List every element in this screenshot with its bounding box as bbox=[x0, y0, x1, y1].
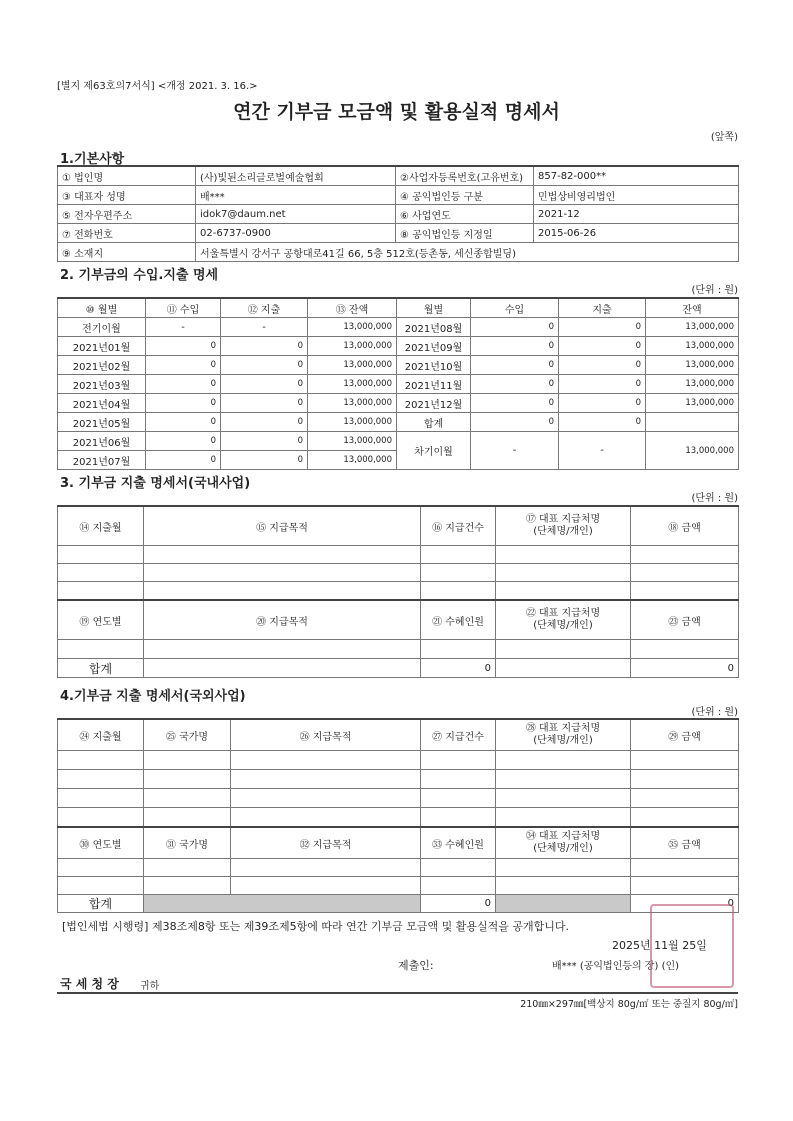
table-cell bbox=[421, 770, 496, 789]
table-cell: 0 bbox=[471, 394, 559, 413]
table-row bbox=[58, 318, 739, 337]
table-row bbox=[58, 808, 739, 828]
table-row bbox=[58, 432, 739, 451]
total-label: 합계 bbox=[58, 659, 144, 678]
column-header: ㉚ 연도별 bbox=[58, 827, 144, 859]
column-header: ㉜ 지급목적 bbox=[231, 827, 421, 859]
recipient: 국 세 청 장 bbox=[60, 977, 119, 991]
table-cell: 0 bbox=[559, 375, 646, 394]
info-label: ③ 대표자 성명 bbox=[58, 186, 196, 205]
table-cell bbox=[631, 582, 739, 601]
info-label: ⑤ 전자우편주소 bbox=[58, 205, 196, 224]
info-value: 민법상비영리법인 bbox=[534, 186, 739, 205]
table-cell: 0 bbox=[471, 337, 559, 356]
recipient-suffix: 귀하 bbox=[140, 981, 160, 992]
section3-title: 3. 기부금 지출 명세서(국내사업) bbox=[60, 476, 251, 491]
table-cell bbox=[631, 789, 739, 808]
income-expense-table bbox=[57, 297, 739, 470]
info-value: (사)빛된소리글로벌예술협회 bbox=[196, 166, 396, 186]
section2-title: 2. 기부금의 수입.지출 명세 bbox=[60, 268, 219, 283]
column-header: ⑩ 월별 bbox=[58, 298, 146, 318]
table-cell bbox=[231, 770, 421, 789]
table-cell bbox=[631, 640, 739, 659]
table-cell: 13,000,000 bbox=[308, 394, 397, 413]
table-cell bbox=[144, 770, 231, 789]
form-reference: [별지 제63호의7서식] <개정 2021. 3. 16.> bbox=[57, 81, 258, 92]
total-label: 합계 bbox=[58, 895, 144, 913]
table-row bbox=[58, 546, 739, 564]
table-cell bbox=[58, 546, 144, 564]
column-header: ㉓ 금액 bbox=[631, 600, 739, 640]
table-cell: 차기이월 bbox=[397, 432, 471, 470]
table-cell bbox=[631, 546, 739, 564]
column-header: ㉕ 국가명 bbox=[144, 719, 231, 751]
header-line: ⑰ 대표 지급처명 bbox=[525, 514, 601, 525]
header-line: ㉒ 대표 지급처명 bbox=[525, 608, 601, 619]
table-cell: - bbox=[146, 318, 221, 337]
table-cell: 0 bbox=[146, 394, 221, 413]
column-header: ⑮ 지급목적 bbox=[144, 506, 421, 546]
info-label: ① 법인명 bbox=[58, 166, 196, 186]
column-header: ㉖ 지급목적 bbox=[231, 719, 421, 751]
table-cell: - bbox=[221, 318, 308, 337]
table-cell bbox=[496, 751, 631, 770]
table-cell: 2021년11월 bbox=[397, 375, 471, 394]
table-cell: 2021년07월 bbox=[58, 451, 146, 470]
table-cell bbox=[144, 546, 421, 564]
table-cell: 0 bbox=[221, 413, 308, 432]
column-header: ⑯ 지급건수 bbox=[421, 506, 496, 546]
info-value: 857-82-000** bbox=[534, 166, 739, 186]
table-row bbox=[58, 375, 739, 394]
table-cell bbox=[144, 808, 231, 828]
table-cell: 0 bbox=[146, 451, 221, 470]
info-row bbox=[58, 224, 739, 243]
info-row bbox=[58, 186, 739, 205]
submission-date: 2025년 11월 25일 bbox=[612, 939, 707, 952]
info-value: idok7@daum.net bbox=[196, 205, 396, 224]
table-cell: 0 bbox=[221, 337, 308, 356]
table-cell bbox=[58, 808, 144, 828]
column-header: 월별 bbox=[397, 298, 471, 318]
table-row bbox=[58, 356, 739, 375]
shaded-cell bbox=[144, 895, 421, 913]
table-cell: 2021년10월 bbox=[397, 356, 471, 375]
info-row bbox=[58, 205, 739, 224]
page-title: 연간 기부금 모금액 및 활용실적 명세서 bbox=[233, 101, 560, 123]
table-cell bbox=[231, 877, 421, 895]
section4-unit: (단위 : 원) bbox=[691, 707, 738, 718]
table-cell bbox=[58, 877, 144, 895]
table-cell: 13,000,000 bbox=[308, 413, 397, 432]
table-cell: 0 bbox=[146, 432, 221, 451]
column-header: ㉟ 금액 bbox=[631, 827, 739, 859]
table-cell bbox=[231, 859, 421, 877]
basic-info-table bbox=[57, 165, 739, 262]
section1-title: 1.기본사항 bbox=[60, 152, 125, 167]
table-row bbox=[58, 789, 739, 808]
table-cell bbox=[421, 582, 496, 601]
table-cell bbox=[496, 808, 631, 828]
table-cell bbox=[496, 564, 631, 582]
table-cell: 0 bbox=[471, 375, 559, 394]
info-value: 02-6737-0900 bbox=[196, 224, 396, 243]
table-cell bbox=[231, 789, 421, 808]
table-cell: 13,000,000 bbox=[646, 356, 739, 375]
table-cell: 13,000,000 bbox=[308, 432, 397, 451]
footer-divider bbox=[57, 992, 738, 994]
table-cell bbox=[421, 859, 496, 877]
table-cell bbox=[144, 640, 421, 659]
info-label: ⑦ 전화번호 bbox=[58, 224, 196, 243]
table-cell: 2021년01월 bbox=[58, 337, 146, 356]
column-header: ⑫ 지출 bbox=[221, 298, 308, 318]
header-line: (단체명/개인) bbox=[533, 620, 593, 631]
column-header: ⑭ 지출월 bbox=[58, 506, 144, 546]
domestic-expense-table bbox=[57, 505, 739, 678]
info-value: 2015-06-26 bbox=[534, 224, 739, 243]
column-header bbox=[496, 827, 631, 859]
info-label: ⑧ 공익법인등 지정일 bbox=[396, 224, 534, 243]
table-cell bbox=[631, 877, 739, 895]
total-amount: 0 bbox=[631, 659, 739, 678]
column-header: 잔액 bbox=[646, 298, 739, 318]
table-cell: 0 bbox=[221, 375, 308, 394]
header-row bbox=[58, 298, 739, 318]
table-cell: 0 bbox=[471, 318, 559, 337]
table-cell: - bbox=[559, 432, 646, 470]
section4-title: 4.기부금 지출 명세서(국외사업) bbox=[60, 689, 246, 704]
table-cell: 0 bbox=[471, 356, 559, 375]
table-row bbox=[58, 859, 739, 877]
official-seal-stamp bbox=[650, 904, 734, 988]
column-header: ⑱ 금액 bbox=[631, 506, 739, 546]
paper-spec: 210㎜×297㎜[백상지 80g/㎡ 또는 중질지 80g/㎡] bbox=[520, 999, 738, 1010]
table-cell bbox=[496, 789, 631, 808]
table-cell: 0 bbox=[221, 394, 308, 413]
table-cell bbox=[421, 751, 496, 770]
table-row bbox=[58, 640, 739, 659]
table-cell: 13,000,000 bbox=[646, 394, 739, 413]
header-line: ㉘ 대표 지급처명 bbox=[525, 723, 601, 734]
section2-unit: (단위 : 원) bbox=[691, 285, 738, 296]
side-label: (앞쪽) bbox=[710, 132, 738, 143]
table-cell bbox=[496, 859, 631, 877]
header-row bbox=[58, 600, 739, 640]
table-cell bbox=[58, 859, 144, 877]
table-cell: 전기이월 bbox=[58, 318, 146, 337]
table-cell: 0 bbox=[559, 394, 646, 413]
column-header bbox=[496, 600, 631, 640]
table-cell bbox=[421, 877, 496, 895]
overseas-expense-table bbox=[57, 718, 739, 913]
table-cell: 13,000,000 bbox=[646, 337, 739, 356]
table-cell: 0 bbox=[559, 356, 646, 375]
header-row bbox=[58, 506, 739, 546]
table-cell bbox=[496, 546, 631, 564]
table-row bbox=[58, 751, 739, 770]
table-cell: 2021년05월 bbox=[58, 413, 146, 432]
table-cell bbox=[58, 564, 144, 582]
table-cell bbox=[144, 789, 231, 808]
table-cell: 0 bbox=[146, 413, 221, 432]
table-cell bbox=[58, 640, 144, 659]
info-value: 배*** bbox=[196, 186, 396, 205]
table-cell bbox=[631, 564, 739, 582]
table-cell bbox=[231, 751, 421, 770]
table-cell bbox=[144, 859, 231, 877]
table-cell: 0 bbox=[221, 432, 308, 451]
info-row bbox=[58, 166, 739, 186]
table-cell bbox=[421, 808, 496, 828]
info-row bbox=[58, 243, 739, 262]
table-cell: 0 bbox=[559, 413, 646, 432]
table-row bbox=[58, 413, 739, 432]
table-cell bbox=[144, 659, 421, 678]
column-header: ㉝ 수혜인원 bbox=[421, 827, 496, 859]
table-cell bbox=[58, 751, 144, 770]
table-cell bbox=[231, 808, 421, 828]
table-cell: 13,000,000 bbox=[308, 375, 397, 394]
table-cell: 0 bbox=[471, 413, 559, 432]
column-header: 지출 bbox=[559, 298, 646, 318]
info-label: ⑥ 사업연도 bbox=[396, 205, 534, 224]
column-header: ㉗ 지급건수 bbox=[421, 719, 496, 751]
table-cell: 13,000,000 bbox=[308, 337, 397, 356]
table-row bbox=[58, 337, 739, 356]
table-row bbox=[58, 877, 739, 895]
table-cell: 0 bbox=[559, 318, 646, 337]
column-header: ㉙ 금액 bbox=[631, 719, 739, 751]
table-cell bbox=[631, 808, 739, 828]
table-cell: 13,000,000 bbox=[646, 432, 739, 470]
header-line: (단체명/개인) bbox=[533, 526, 593, 537]
table-cell bbox=[496, 659, 631, 678]
table-cell: 13,000,000 bbox=[646, 375, 739, 394]
header-line: (단체명/개인) bbox=[533, 843, 593, 854]
table-cell: 0 bbox=[221, 451, 308, 470]
table-cell bbox=[144, 582, 421, 601]
table-cell bbox=[496, 582, 631, 601]
table-cell: 2021년06월 bbox=[58, 432, 146, 451]
table-cell bbox=[631, 859, 739, 877]
table-row bbox=[58, 394, 739, 413]
table-cell bbox=[144, 564, 421, 582]
header-line: ㉞ 대표 지급처명 bbox=[525, 831, 601, 842]
total-count: 0 bbox=[421, 659, 496, 678]
shaded-cell bbox=[496, 895, 631, 913]
table-cell: 13,000,000 bbox=[308, 318, 397, 337]
column-header: ㉛ 국가명 bbox=[144, 827, 231, 859]
submitter: 배*** (공익법인등의 장) (인) bbox=[552, 961, 680, 972]
table-row bbox=[58, 582, 739, 601]
table-cell: 13,000,000 bbox=[308, 356, 397, 375]
header-line: (단체명/개인) bbox=[533, 735, 593, 746]
declaration: [법인세법 시행령] 제38조제8항 또는 제39조제5항에 따라 연간 기부금 모금액 및 활용실적을 공개합니다. bbox=[62, 920, 569, 933]
column-header: 수입 bbox=[471, 298, 559, 318]
info-label: ⑨ 소재지 bbox=[58, 243, 196, 262]
table-cell bbox=[58, 770, 144, 789]
table-cell bbox=[496, 770, 631, 789]
column-header: ⑲ 연도별 bbox=[58, 600, 144, 640]
table-cell bbox=[144, 877, 231, 895]
column-header: ㉔ 지출월 bbox=[58, 719, 144, 751]
table-cell: 2021년04월 bbox=[58, 394, 146, 413]
info-value: 2021-12 bbox=[534, 205, 739, 224]
table-cell: 2021년08월 bbox=[397, 318, 471, 337]
table-cell: 합계 bbox=[397, 413, 471, 432]
column-header bbox=[496, 719, 631, 751]
table-row bbox=[58, 770, 739, 789]
total-row bbox=[58, 895, 739, 913]
column-header: ⑪ 수입 bbox=[146, 298, 221, 318]
table-cell: 13,000,000 bbox=[646, 318, 739, 337]
column-header: ⑳ 지급목적 bbox=[144, 600, 421, 640]
table-cell: 0 bbox=[221, 356, 308, 375]
column-header bbox=[496, 506, 631, 546]
info-value: 서울특별시 강서구 공항대로41길 66, 5층 512호(등촌동, 세신종합빌딩) bbox=[196, 243, 739, 262]
info-label: ②사업자등록번호(고유번호) bbox=[396, 166, 534, 186]
table-cell bbox=[631, 751, 739, 770]
column-header: ⑬ 잔액 bbox=[308, 298, 397, 318]
info-label: ④ 공익법인등 구분 bbox=[396, 186, 534, 205]
table-cell bbox=[421, 640, 496, 659]
table-cell bbox=[421, 789, 496, 808]
table-cell: 0 bbox=[146, 356, 221, 375]
table-cell: 2021년12월 bbox=[397, 394, 471, 413]
section3-unit: (단위 : 원) bbox=[691, 493, 738, 504]
table-cell: 13,000,000 bbox=[308, 451, 397, 470]
table-cell bbox=[496, 877, 631, 895]
total-amount: 0 bbox=[631, 895, 739, 913]
table-cell bbox=[58, 582, 144, 601]
table-cell bbox=[144, 751, 231, 770]
total-count: 0 bbox=[421, 895, 496, 913]
total-row bbox=[58, 659, 739, 678]
table-cell: 2021년03월 bbox=[58, 375, 146, 394]
table-cell bbox=[421, 546, 496, 564]
submitter-label: 제출인: bbox=[398, 959, 434, 972]
table-cell: 0 bbox=[559, 337, 646, 356]
table-cell bbox=[421, 564, 496, 582]
header-row bbox=[58, 827, 739, 859]
table-cell bbox=[631, 770, 739, 789]
table-cell: 0 bbox=[146, 375, 221, 394]
column-header: ㉑ 수혜인원 bbox=[421, 600, 496, 640]
table-cell bbox=[58, 789, 144, 808]
header-row bbox=[58, 719, 739, 751]
table-cell: - bbox=[471, 432, 559, 470]
table-cell bbox=[646, 413, 739, 432]
table-row bbox=[58, 564, 739, 582]
table-cell bbox=[496, 640, 631, 659]
table-cell: 2021년09월 bbox=[397, 337, 471, 356]
table-cell: 2021년02월 bbox=[58, 356, 146, 375]
table-cell: 0 bbox=[146, 337, 221, 356]
